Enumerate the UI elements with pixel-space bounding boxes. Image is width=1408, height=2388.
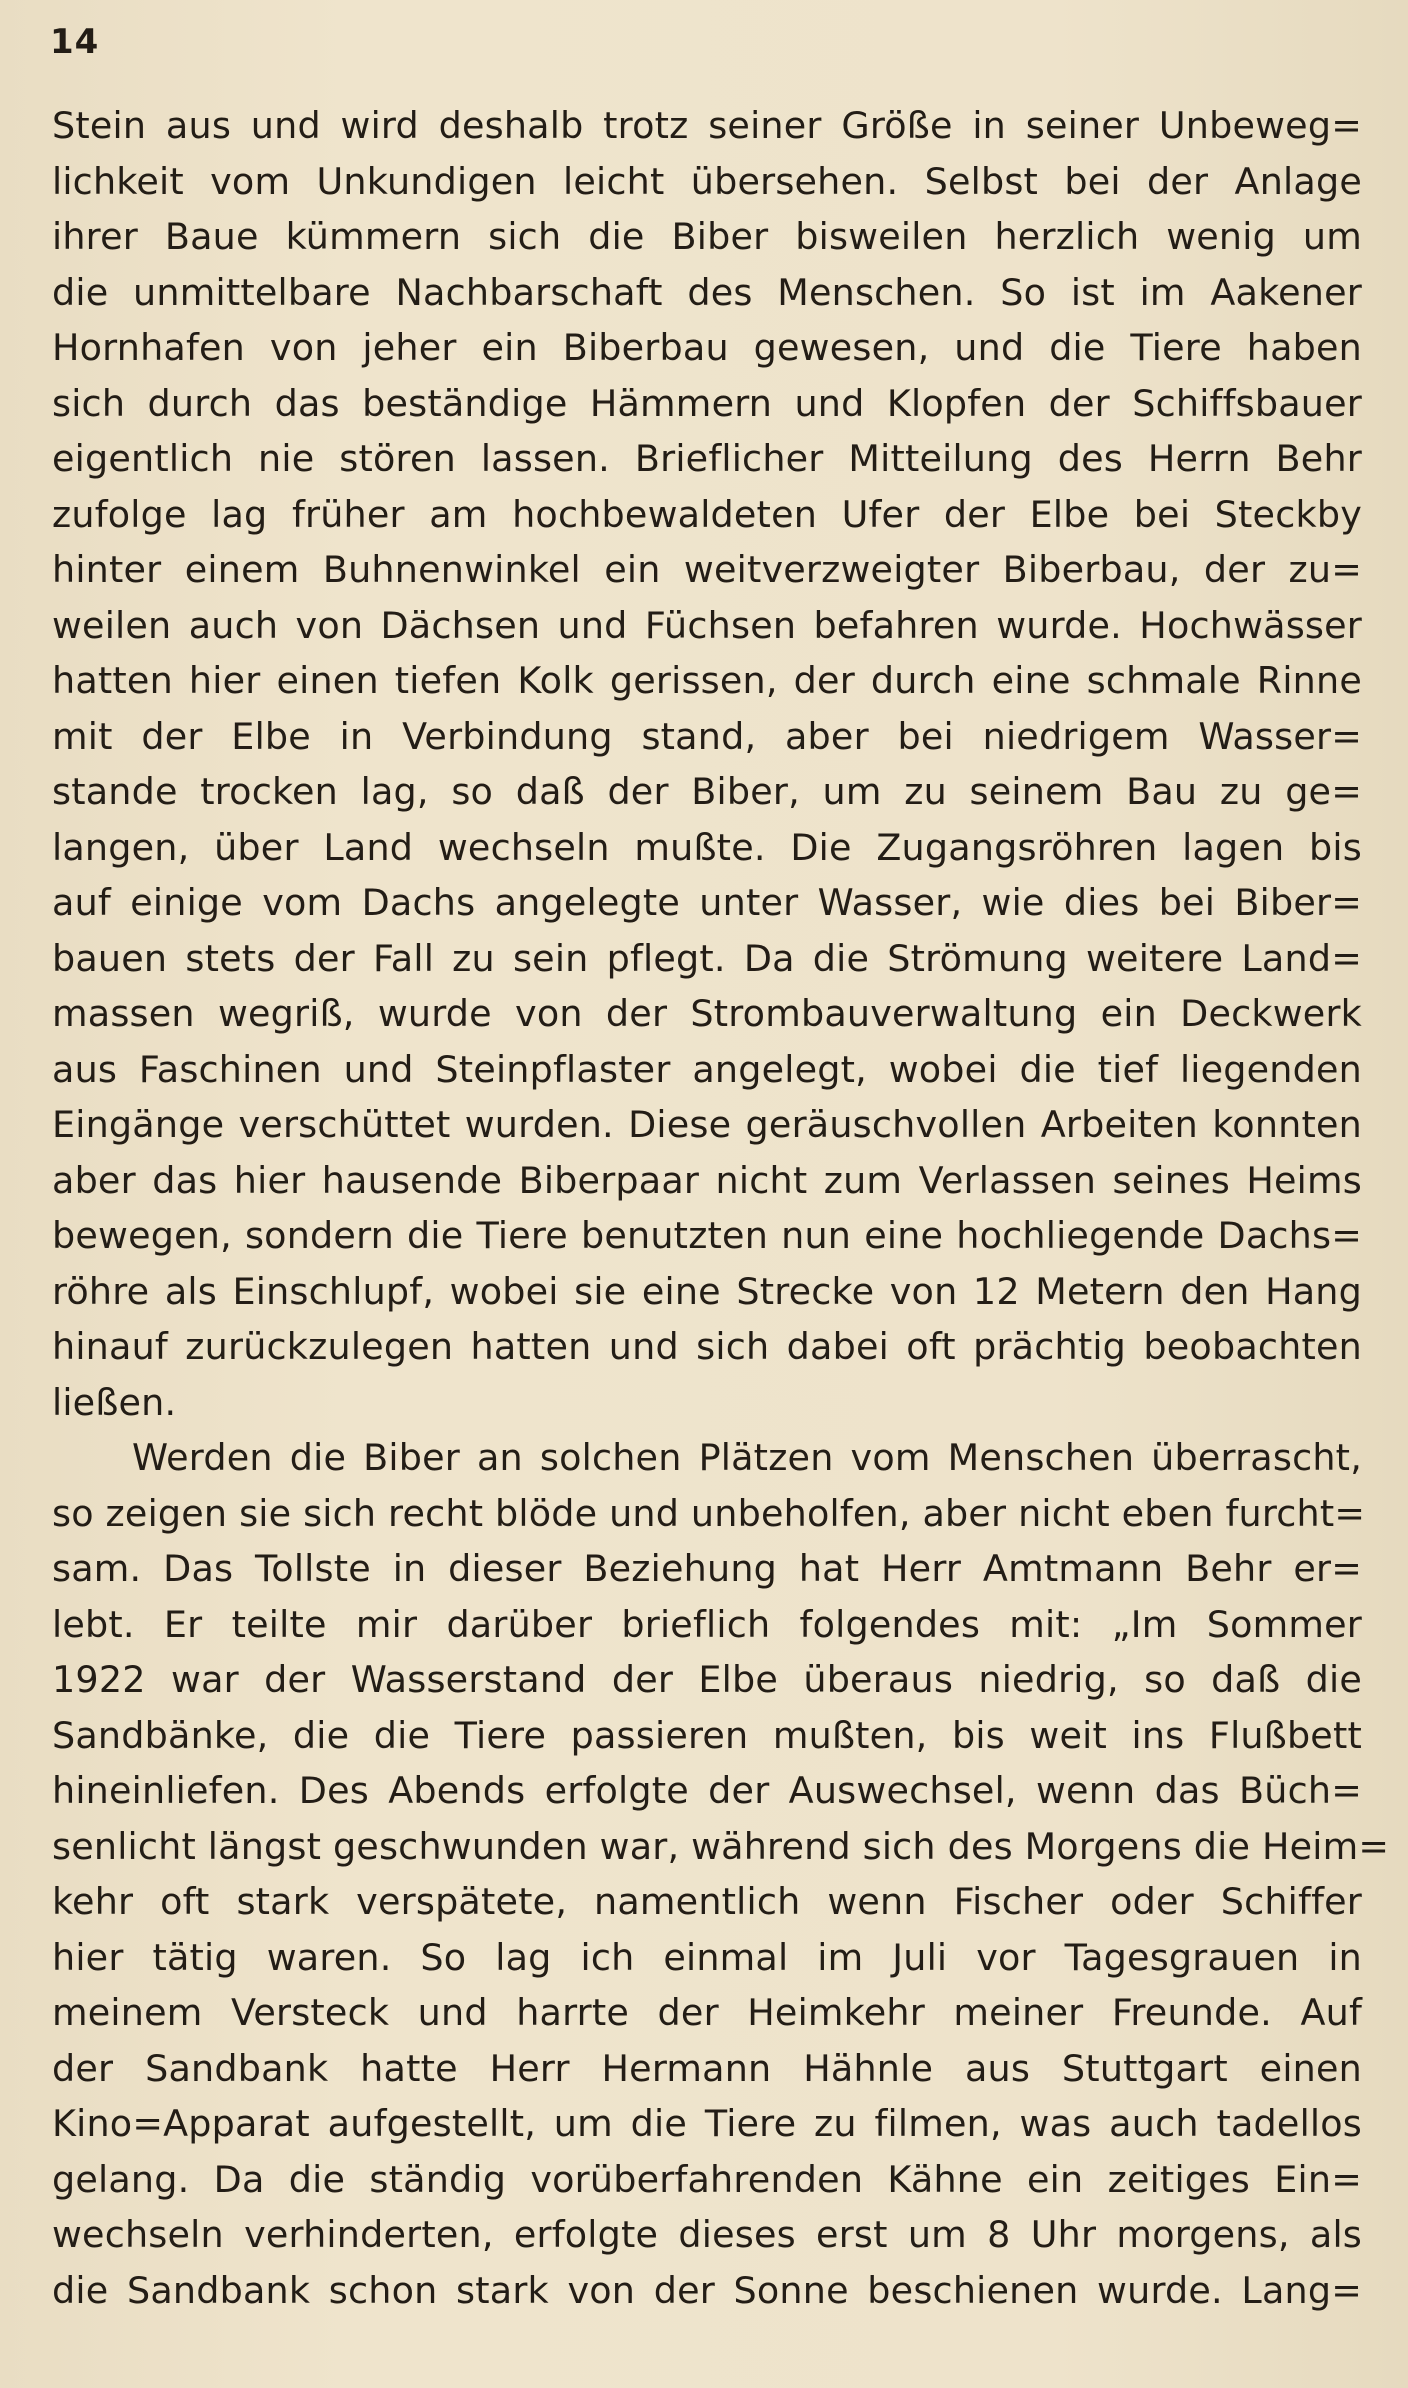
text-line: zufolge lag früher am hochbewaldeten Ufer der Elbe bei Steckby [52,492,1362,536]
text-line: bauen stets der Fall zu sein pflegt. Da die Strömung weitere Land= [52,936,1362,980]
text-line: Stein aus und wird deshalb trotz seiner Größe in seiner Unbeweg= [52,104,1362,147]
body-text [52,98,1390,2318]
text-line: eigentlich nie stören lassen. Brieflicher Mitteilung des Herrn Behr [52,437,1362,480]
text-line: lichkeit vom Unkundigen leicht übersehen. Selbst bei der Anlage [52,159,1362,203]
text-line: sich durch das beständige Hämmern und Klopfen der Schiffsbauer [52,381,1362,425]
text-line: hier tätig waren. So lag ich einmal im Juli vor Tagesgrauen in [52,1935,1362,1979]
text-line: 1922 war der Wasserstand der Elbe überaus niedrig, so daß die [52,1658,1362,1701]
text-line: stande trocken lag, so daß der Biber, um zu seinem Bau zu ge= [52,770,1362,813]
text-line: gelang. Da die ständig vorüberfahrenden Kähne ein zeitiges Ein= [52,2157,1362,2201]
text-line: der Sandbank hatte Herr Hermann Hähnle aus Stuttgart einen [52,2046,1362,2090]
text-line: ihrer Baue kümmern sich die Biber bisweilen herzlich wenig um [52,215,1362,258]
text-line: aus Faschinen und Steinpflaster angelegt, wobei die tief liegenden [52,1047,1362,1091]
text-line: kehr oft stark verspätete, namentlich wenn Fischer oder Schiffer [52,1880,1362,1923]
text-line: Werden die Biber an solchen Plätzen vom Menschen überrascht, [132,1436,1362,1479]
text-line: röhre als Einschlupf, wobei sie eine Strecke von 12 Metern den Hang [52,1269,1362,1313]
text-line: mit der Elbe in Verbindung stand, aber bei niedrigem Wasser= [52,714,1362,758]
text-line: wechseln verhinderten, erfolgte dieses erst um 8 Uhr morgens, als [52,2213,1362,2256]
text-line: hinauf zurückzulegen hatten und sich dabei oft prächtig beobachten [52,1325,1362,1368]
text-line: meinem Versteck und harrte der Heimkehr meiner Freunde. Auf [52,1991,1362,2034]
text-line: senlicht längst geschwunden war, während sich des Morgens die Heim= [52,1824,1390,1868]
text-line: massen wegriß, wurde von der Strombauverwaltung ein Deckwerk [52,992,1362,1035]
text-line: so zeigen sie sich recht blöde und unbeholfen, aber nicht eben furcht= [52,1491,1366,1535]
text-line: sam. Das Tollste in dieser Beziehung hat Herr Amtmann Behr er= [52,1547,1362,1590]
text-line: bewegen, sondern die Tiere benutzten nun eine hochliegende Dachs= [52,1214,1362,1257]
text-line: hinter einem Buhnenwinkel ein weitverzweigter Biberbau, der zu= [52,548,1362,591]
page-number: 14 [50,22,100,62]
text-line: Hornhafen von jeher ein Biberbau gewesen, und die Tiere haben [52,326,1362,369]
text-line: Sandbänke, die die Tiere passieren mußten, bis weit ins Flußbett [52,1713,1362,1757]
text-line: hineinliefen. Des Abends erfolgte der Auswechsel, wenn das Büch= [52,1769,1362,1812]
text-line: Kino=Apparat aufgestellt, um die Tiere zu filmen, was auch tadellos [52,2102,1362,2145]
text-line: die Sandbank schon stark von der Sonne beschienen wurde. Lang= [52,2268,1362,2312]
text-line: auf einige vom Dachs angelegte unter Wasser, wie dies bei Biber= [52,881,1362,924]
text-line: Eingänge verschüttet wurden. Diese geräuschvollen Arbeiten konnten [52,1103,1362,1146]
text-line: hatten hier einen tiefen Kolk gerissen, der durch eine schmale Rinne [52,659,1362,702]
text-line: langen, über Land wechseln mußte. Die Zugangsröhren lagen bis [52,825,1362,869]
text-line: aber das hier hausende Biberpaar nicht zum Verlassen seines Heims [52,1158,1362,1202]
text-line: ließen. [52,1380,177,1424]
text-line: weilen auch von Dächsen und Füchsen befahren wurde. Hochwässer [52,603,1362,647]
text-line: lebt. Er teilte mir darüber brieflich folgendes mit: „Im Sommer [52,1602,1362,1646]
text-line: die unmittelbare Nachbarschaft des Menschen. So ist im Aakener [52,270,1362,314]
